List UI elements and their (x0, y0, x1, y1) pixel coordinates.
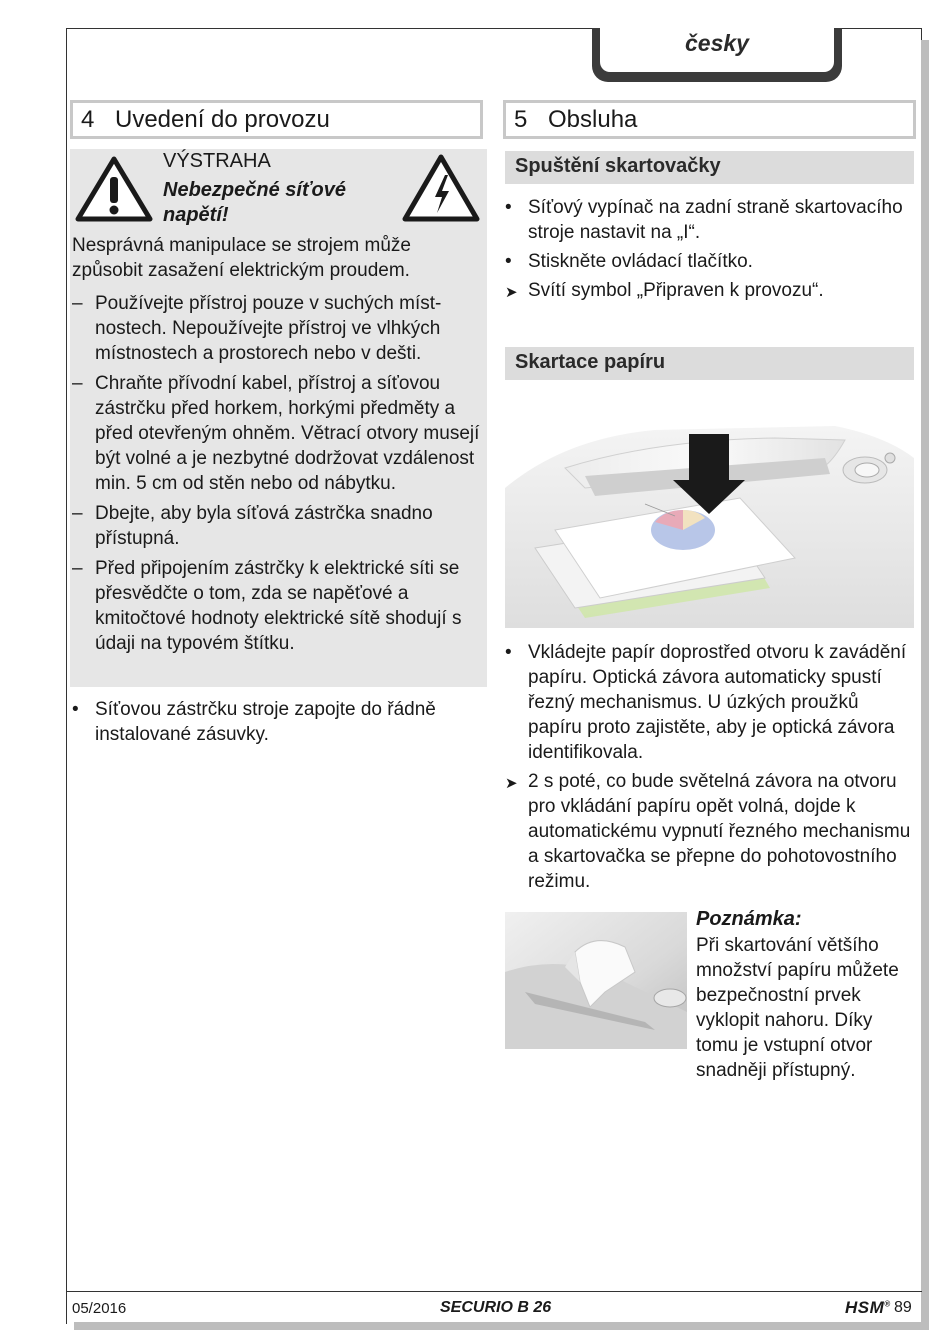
warning-list (72, 291, 484, 661)
language-label: česky (685, 30, 749, 56)
note-title: Poznámka: (696, 908, 802, 930)
startup-header: Spuštění skartovačky (505, 151, 914, 184)
shredder-feeding-illustration (505, 418, 914, 628)
section-5-header (503, 100, 916, 139)
footer-divider (66, 1291, 922, 1292)
list-item-text: Vkládejte papír doprostřed otvoru k zavádění papíru. Optická závora automaticky spustí řezný mechanismus. U úzkých proužků papíru proto zajistěte, aby je optická závora identifikovala. (528, 642, 907, 763)
list-item (505, 278, 914, 303)
section-4-header (70, 100, 483, 139)
bullet-marker: • (505, 197, 512, 218)
section-4-title: Uvedení do provozu (115, 106, 330, 133)
electric-hazard-icon (402, 153, 480, 223)
bullet-marker: • (505, 251, 512, 272)
arrow-marker: ➤ (505, 775, 518, 792)
section-5-title: Obsluha (548, 106, 638, 133)
list-item-text: 2 s poté, co bude světelná závora na otvoru pro vkládání papíru opět volná, dojde k automatickému vypnutí řezného mechanismu a skartovačka se přepne do pohotovostního režimu. (528, 771, 911, 892)
list-item: – Používejte přístroj pouze v suchých místnostech. Nepoužívejte přístroj ve vlhkých místnostech a prostorech nebo v dešti. (72, 291, 484, 366)
arrow-marker: ➤ (505, 284, 518, 301)
list-item (505, 640, 914, 765)
list-item-text: Síťovou zástrčku stroje zapojte do řádně instalované zásuvky. (95, 699, 436, 745)
bullet-marker: • (72, 699, 79, 720)
brand-registered-mark: ® (884, 1299, 891, 1309)
list-item (505, 195, 914, 245)
list-item (505, 249, 914, 274)
footer-model: SECURIO B 26 (440, 1299, 552, 1316)
brand-name: HSM (845, 1298, 885, 1317)
page-shadow-bottom (74, 1322, 929, 1330)
brand-logo (845, 1298, 891, 1318)
connect-list (72, 697, 484, 751)
section-4-number: 4 (81, 106, 95, 133)
shredding-list (505, 640, 914, 898)
list-item-text: Svítí symbol „Připraven k provozu“. (528, 280, 824, 301)
section-5-number: 5 (514, 106, 528, 133)
list-item (505, 769, 914, 894)
note-text: Při skartování většího množství papíru můžete bezpečnostní prvek vyklopit nahoru. Díky tomu je vstupní otvor snadněji přístupný. (696, 935, 899, 1081)
warning-triangle-icon (75, 155, 153, 223)
shredding-header: Skartace papíru (505, 347, 914, 380)
list-item-text: Stiskněte ovládací tlačítko. (528, 251, 753, 272)
list-item: – Chraňte přívodní kabel, přístroj a síťovou zástrčku před horkem, horkými předměty a před otevřeným ohněm. Větrací otvory musejí být volné a je nezbytné dodržovat vzdálenost min. 5 cm od stěn nebo od nábytku. (72, 371, 484, 496)
startup-list (505, 195, 914, 307)
page-shadow-right (921, 40, 929, 1330)
list-item-text: Síťový vypínač na zadní straně skartovacího stroje nastavit na „I“. (528, 197, 903, 243)
list-item: – Před připojením zástrčky k elektrické síti se přesvědčte o tom, zda se napěťové a kmitočtové hodnoty elektrické sítě shodují s údaji na typovém štítku. (72, 556, 484, 656)
safety-flap-illustration (505, 912, 687, 1049)
footer-date: 05/2016 (72, 1300, 127, 1317)
page-number: 89 (894, 1299, 912, 1316)
warning-text: Nesprávná manipulace se strojem může způsobit zasažení elektrickým proudem. (72, 235, 411, 281)
warning-subheading: Nebezpečné síťové napětí! (163, 179, 346, 226)
list-item: – Dbejte, aby byla síťová zástrčka snadno přístupná. (72, 501, 484, 551)
warning-heading: VÝSTRAHA (163, 150, 271, 172)
bullet-marker: • (505, 642, 512, 663)
list-item (72, 697, 484, 747)
